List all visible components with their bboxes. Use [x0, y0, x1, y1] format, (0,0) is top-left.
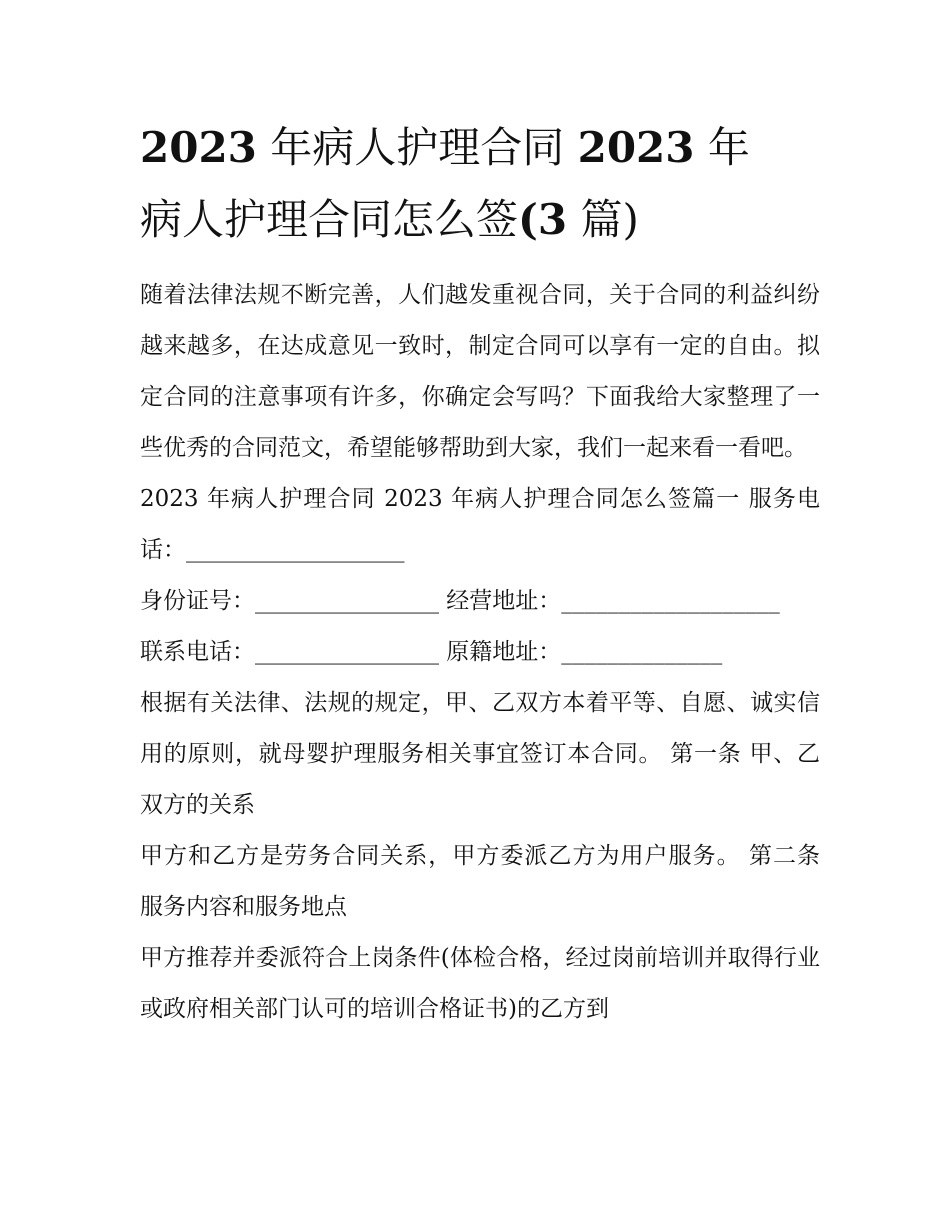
relation-paragraph: 甲方和乙方是劳务合同关系，甲方委派乙方为用户服务。 第二条 服务内容和服务地点 — [140, 843, 820, 920]
title-paren: (3 — [518, 195, 568, 244]
title-pian: 篇) — [567, 195, 639, 244]
intro-paragraph: 随着法律法规不断完善，人们越发重视合同，关于合同的利益纠纷越来越多，在达成意见一致时，制定合同可以享有一定的自由。拟定合同的注意事项有许多，你确定会写吗？下面我给大家整理了一些优秀的合同范文，希望能够帮助到大家，我们一起来看一看吧。 — [140, 282, 820, 461]
title-text-c: 病人护理合同怎么签 — [140, 195, 519, 244]
contact-address-line: 联系电话：________________ 原籍地址：______________ — [140, 639, 723, 665]
document-content — [140, 112, 820, 1035]
service-paragraph: 甲方推荐并委派符合上岗条件(体检合格，经过岗前培训并取得行业或政府相关部门认可的培训合格证书)的乙方到 — [140, 945, 820, 1022]
id-address-line: 身份证号：________________ 经营地址：___________________ — [140, 588, 780, 614]
title-text-b: 年 — [694, 123, 750, 172]
title-year-a: 2023 — [140, 123, 257, 172]
title-text-a: 年病人护理合同 — [256, 123, 578, 172]
basis-paragraph: 根据有关法律、法规的规定，甲、乙双方本着平等、自愿、诚实信用的原则，就母婴护理服务相关事宜签订本合同。 第一条 甲、乙双方的关系 — [140, 690, 820, 818]
document-title — [140, 112, 820, 256]
title-year-b: 2023 — [577, 123, 695, 172]
section-heading-line: 2023 年病人护理合同 2023 年病人护理合同怎么签篇一 服务电话：___________________ — [140, 486, 820, 563]
